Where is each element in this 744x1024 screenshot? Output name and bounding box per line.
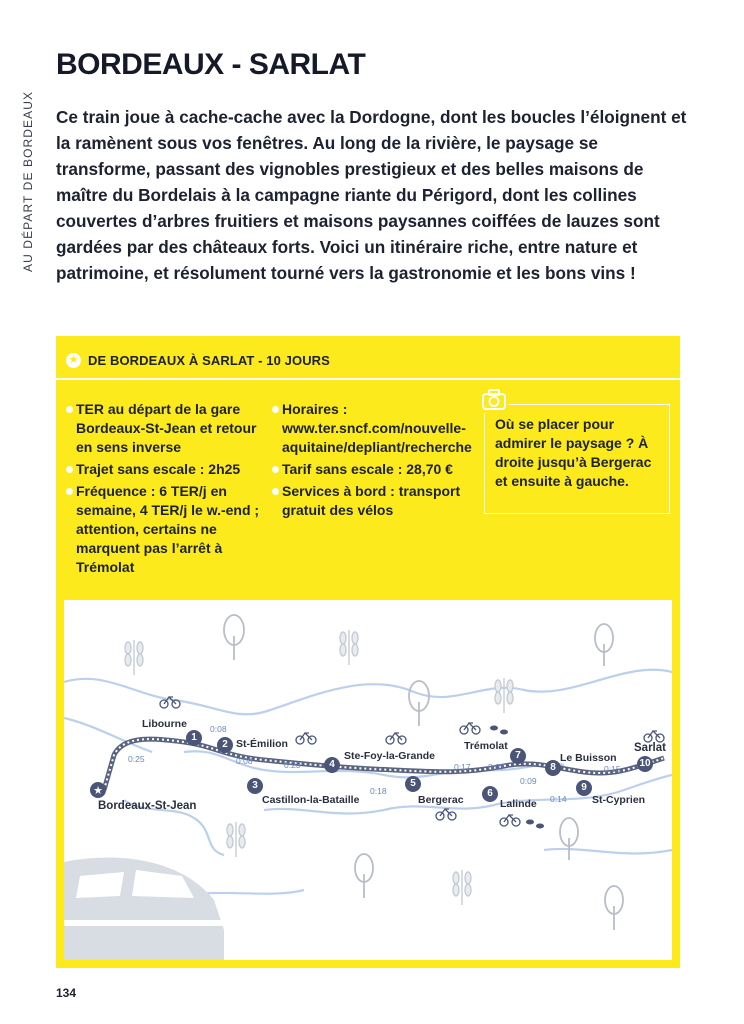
stop-label: Bergerac (418, 794, 464, 806)
stop-label: St-Émilion (236, 738, 288, 750)
stop-marker: 2 (217, 737, 233, 753)
info-column-1 (66, 400, 266, 580)
stop-marker: 3 (247, 778, 263, 794)
stop-marker: 10 (637, 756, 653, 772)
travel-time: 0:14 (550, 794, 567, 804)
stop-label: Libourne (142, 718, 187, 730)
destination-label: Sarlat (634, 742, 666, 754)
stop-marker: 8 (545, 760, 561, 776)
intro-paragraph: Ce train joue à cache-cache avec la Dordogne, dont les boucles l’éloignent et la ramènent sous vos fenêtres. Au long de la rivière, le paysage se transforme, passant des vignobles prestigieux et des belles maisons de maître du Bordelais à la campagne riante du Périgord, dont les collines couvertes d’arbres fruitiers et maisons paysannes coiffées de lauzes sont gardées par des châteaux forts. Voici un itinéraire riche, entre nature et patrimoine, et résolument tourné vers la gastronomie et les bons vins ! (56, 107, 687, 283)
stop-label: Le Buisson (560, 752, 617, 764)
travel-time: 0:23 (284, 760, 301, 770)
stop-marker: 5 (405, 776, 421, 792)
stop-label: Trémolat (464, 740, 508, 752)
stop-label: Castillon-la-Bataille (262, 794, 360, 806)
travel-time: 0:07 (488, 762, 505, 772)
section-side-label: AU DÉPART DE BORDEAUX (21, 90, 35, 272)
origin-label: Bordeaux-St-Jean (98, 800, 197, 812)
info-item: Tarif sans escale : 28,70 € (272, 460, 472, 479)
seating-tip-box (484, 404, 670, 514)
info-item: Horaires : www.ter.sncf.com/nouvelle-aquitaine/depliant/recherche (272, 400, 472, 457)
itinerary-box-title: DE BORDEAUX À SARLAT - 10 JOURS (88, 353, 330, 368)
travel-time: 0:25 (128, 754, 145, 764)
stop-marker: 4 (324, 757, 340, 773)
stop-marker: 6 (482, 786, 498, 802)
info-item: TER au départ de la gare Bordeaux-St-Jean et retour en sens inverse (66, 400, 266, 457)
info-item: Trajet sans escale : 2h25 (66, 460, 266, 479)
travel-time: 0:17 (454, 762, 471, 772)
stop-marker: 7 (510, 748, 526, 764)
info-column-2 (272, 400, 472, 523)
stop-label: Ste-Foy-la-Grande (344, 750, 436, 762)
stop-label: St-Cyprien (592, 794, 646, 806)
itinerary-box (56, 336, 680, 968)
page-title: BORDEAUX - SARLAT (56, 48, 366, 81)
star-icon: ★ (66, 353, 81, 368)
seating-tip-text: Où se placer pour admirer le paysage ? À droite jusqu’à Bergerac et ensuite à gauche. (495, 416, 652, 489)
travel-time: 0:08 (210, 724, 227, 734)
route-map (64, 600, 672, 960)
stop-marker: 9 (576, 780, 592, 796)
page-number: 134 (56, 986, 77, 1000)
travel-time: 0:18 (370, 786, 387, 796)
stop-marker: 1 (186, 730, 202, 746)
camera-icon (479, 387, 509, 413)
info-item: Services à bord : transport gratuit des vélos (272, 482, 472, 520)
travel-time: 0:09 (520, 776, 537, 786)
travel-time: 0:08 (236, 756, 253, 766)
info-item: Fréquence : 6 TER/j en semaine, 4 TER/j le w.-end ; attention, certains ne marquent pas l’arrêt à Trémolat (66, 482, 266, 577)
itinerary-box-header (56, 336, 680, 380)
travel-time: 0:15 (604, 764, 621, 774)
origin-star-icon (90, 782, 106, 798)
svg-text:★: ★ (93, 784, 103, 797)
train-icon (64, 858, 224, 960)
stop-label: Lalinde (500, 798, 537, 810)
